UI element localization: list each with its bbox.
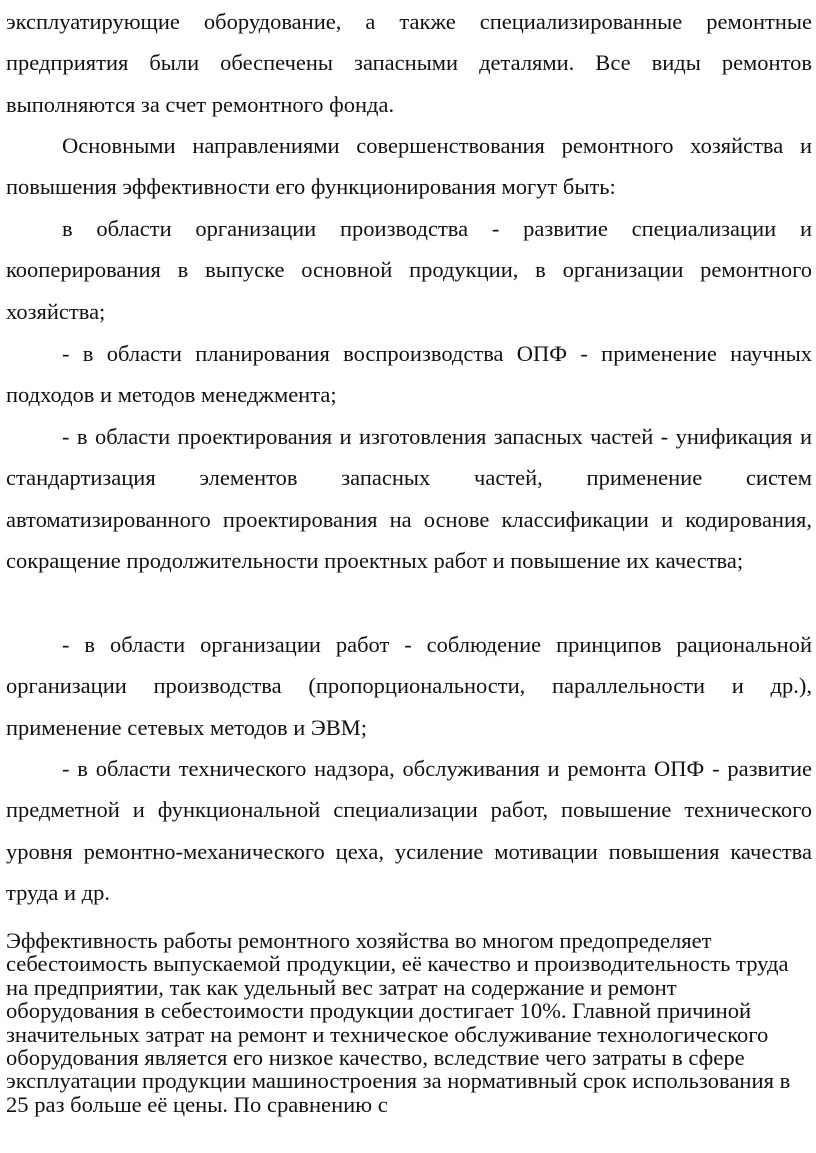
paragraph-production-organization: в области организации производства - развитие специализации и кооперирования в выпуске основной продукции, в организации ремонтного хозяйства; <box>6 216 812 324</box>
paragraph-technical-supervision: - в области технического надзора, обслуживания и ремонта ОПФ - развитие предметной и функциональной специализации работ, повышение технического уровня ремонтно-механического цеха, усиление мотивации повышения качества труда и др. <box>6 756 812 906</box>
paragraph-efficiency: Эффективность работы ремонтного хозяйства во многом предопределяет себестоимость выпускаемой продукции, её качество и производительность труда на предприятии, так как удельный вес затрат на содержание и ремонт оборудования в себестоимости продукции достигает 10%. Главной причиной значительных затрат на ремонт и техническое обслуживание технологического оборудования является его низкое качество, вследствие чего затраты в сфере эксплуатации продукции машиностроения за нормативный срок использования в 25 раз больше её цены. По сравнению с <box>6 928 791 1117</box>
paragraph-continuation: эксплуатирующие оборудование, а также специализированные ремонтные предприятия были обеспечены запасными деталями. Все виды ремонтов выполняются за счет ремонтного фонда. <box>6 9 812 117</box>
paragraph-design-parts: - в области проектирования и изготовления запасных частей - унификация и стандартизация элементов запасных частей, применение систем автоматизированного проектирования на основе классификации и кодирования, сокращение продолжительности проектных работ и повышение их качества; <box>6 424 812 574</box>
paragraph-work-organization: - в области организации работ - соблюдение принципов рациональной организации производства (пропорциональности, параллельности и др.), применение сетевых методов и ЭВМ; <box>6 632 812 740</box>
paragraph-planning: - в области планирования воспроизводства ОПФ - применение научных подходов и методов менеджмента; <box>6 341 812 408</box>
paragraph-directions-intro: Основными направлениями совершенствования ремонтного хозяйства и повышения эффективности его функционирования могут быть: <box>6 133 812 200</box>
